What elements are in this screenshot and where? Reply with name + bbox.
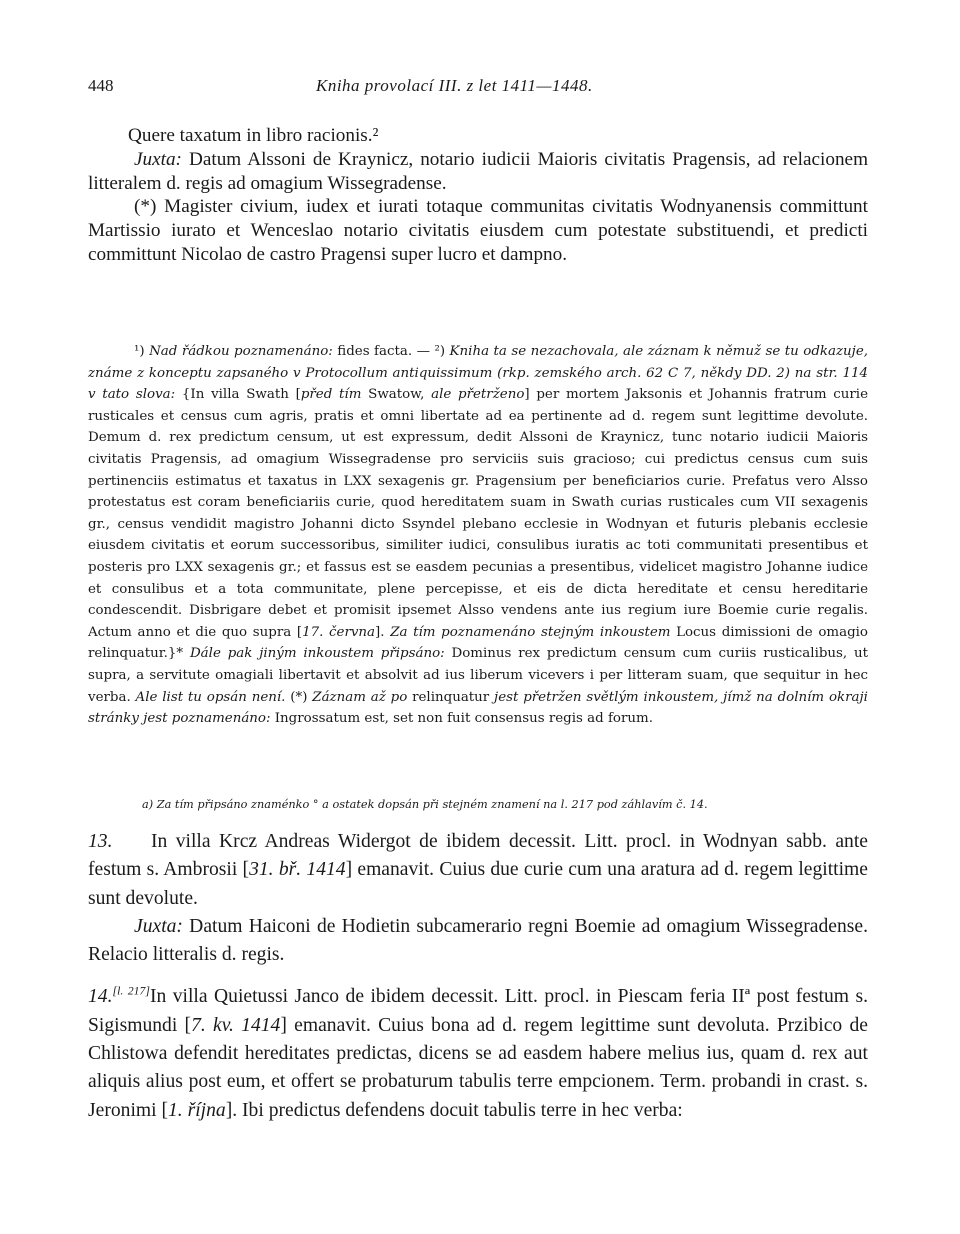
running-title: Kniha provolací III. z let 1411—1448. — [316, 76, 593, 95]
entry-number: 13. — [88, 831, 113, 852]
footnote-a: a) Za tím připsáno znaménko ° a ostatek dopsán při stejném znamení na l. 217 pod záhlavím č. 14. — [142, 798, 708, 811]
entry-13: 13. In villa Krcz Andreas Widergot de ibidem decessit. Litt. procl. in Wodnyan sabb. ante festum s. Ambrosii [31. bř. 1414] emanavit. Cuius due curie cum una aratura ad d. regem legittime sunt devolute. — [88, 831, 868, 909]
entry-number: 14. — [88, 986, 113, 1008]
editorial-notes — [88, 341, 868, 730]
spacer — [88, 969, 868, 983]
entry-13-juxta: Juxta: Datum Haiconi de Hodietin subcamerario regni Boemie ad omagium Wissegradense. Relacio litteralis d. regis. — [88, 915, 868, 966]
document-page — [88, 0, 868, 1234]
main-text-block — [88, 124, 868, 267]
note-paragraph: ¹) Nad řádkou poznamenáno: fides facta. — ²) Kniha ta se nezachovala, ale záznam k němuž se tu odkazuje, známe z konceptu zapsaného v Protocollum antiquissimum (rkp. zemského arch. 62 C 7, někdy DD. 2) na str. 114 v tato slova: {In villa Swath [před tím Swatow, ale přetrženo] per mortem Jaksonis et Johannis fratrum curie rusticales et census cum agris, pratis et omni libertate ad ea pertinente ad d. regem sunt legittime devolute. Demum d. rex predictum censum, ut est expressum, dedit Alssoni de Kraynicz, tunc notario iudicii Maioris civitatis Pragensis, ad omagium Wissegradense pro serviciis suis gracioso; cui predictus census cum suis pertinenciis estimatus et taxatus in LXX sexagenis gr. Pragensium per beneficiarios curie. Prefatus vero Alsso protestatus est coram beneficiariis curie, quod hereditatem suam in Swath curias rusticales cum VII sexagenis gr., census vendidit magistro Johanni dicto Ssyndel plebano ecclesie in Wodnyan et futuris plebanis ecclesie eiusdem civitatis et eorum successoribus, similiter iudici, consulibus iuratis ac toti communitati presentibus et posteris pro LXX sexagenis gr.; et fassus est se easdem pecunias a presentibus, videlicet magistro Johanne iudice et consulibus et a tota communitate, plene percepisse, et eis de dicta hereditate et censu hereditarie condescendit. Disbrigare debet et promisit ipsemet Alsso vendens ante ius regium iure Boemie curie regalis. Actum anno et die quo supra [17. června]. Za tím poznamenáno stejným inkoustem Locus dimissioni de omagio relinquatur.}* Dále pak jiným inkoustem připsáno: Dominus rex predictum censum cum curiis rusticalibus, ut supra, a servitute omagiali libertavit et absolvit ad ius liberum vicevers i per litteram suam, que sequitur in hec verba. Ale list tu opsán není. (*) Záznam až po relinquatur jest přetržen světlým inkoustem, jímž na dolním okraji stránky jest poznamenáno: Ingrossatum est, set non fuit consensus regis ad forum. — [88, 344, 869, 727]
folio-marker: [l. 217] — [112, 984, 150, 998]
juxta-label: Juxta: — [134, 148, 182, 170]
page-number: 448 — [88, 76, 114, 95]
entry-14: 14.[l. 217]In villa Quietussi Janco de ibidem decessit. Litt. procl. in Piescam feria IIª post festum s. Sigismundi [7. kv. 1414] emanavit. Cuius bona ad d. regem legittime sunt devoluta. Przibico de Chlistowa defendit hereditates predictas, dicens se ad easdem habere melius ius, quam d. rex aut aliquis alius post eum, et offert se probaturum tabulis terre empcionem. Term. probandi in crast. s. Jeronimi [1. října]. Ibi predictus defendens docuit tabulis terre in hec verba: — [88, 984, 868, 1121]
juxta-paragraph: Juxta: Datum Alssoni de Kraynicz, notario iudicii Maioris civitatis Pragensis, ad relacionem litteralem d. regis ad omagium Wissegradense. — [88, 148, 868, 194]
entries-block — [88, 828, 868, 1125]
quere-line: Quere taxatum in libro racionis.² — [128, 125, 379, 146]
page-header — [88, 76, 868, 100]
star-paragraph: (*) Magister civium, iudex et iurati totaque communitas civitatis Wodnyanensis committunt Martissio iurato et Wenceslao notario civitatis eiusdem cum potestate substituendi, et predicti committunt Nicolao de castro Pragensi super lucro et dampno. — [88, 196, 868, 265]
